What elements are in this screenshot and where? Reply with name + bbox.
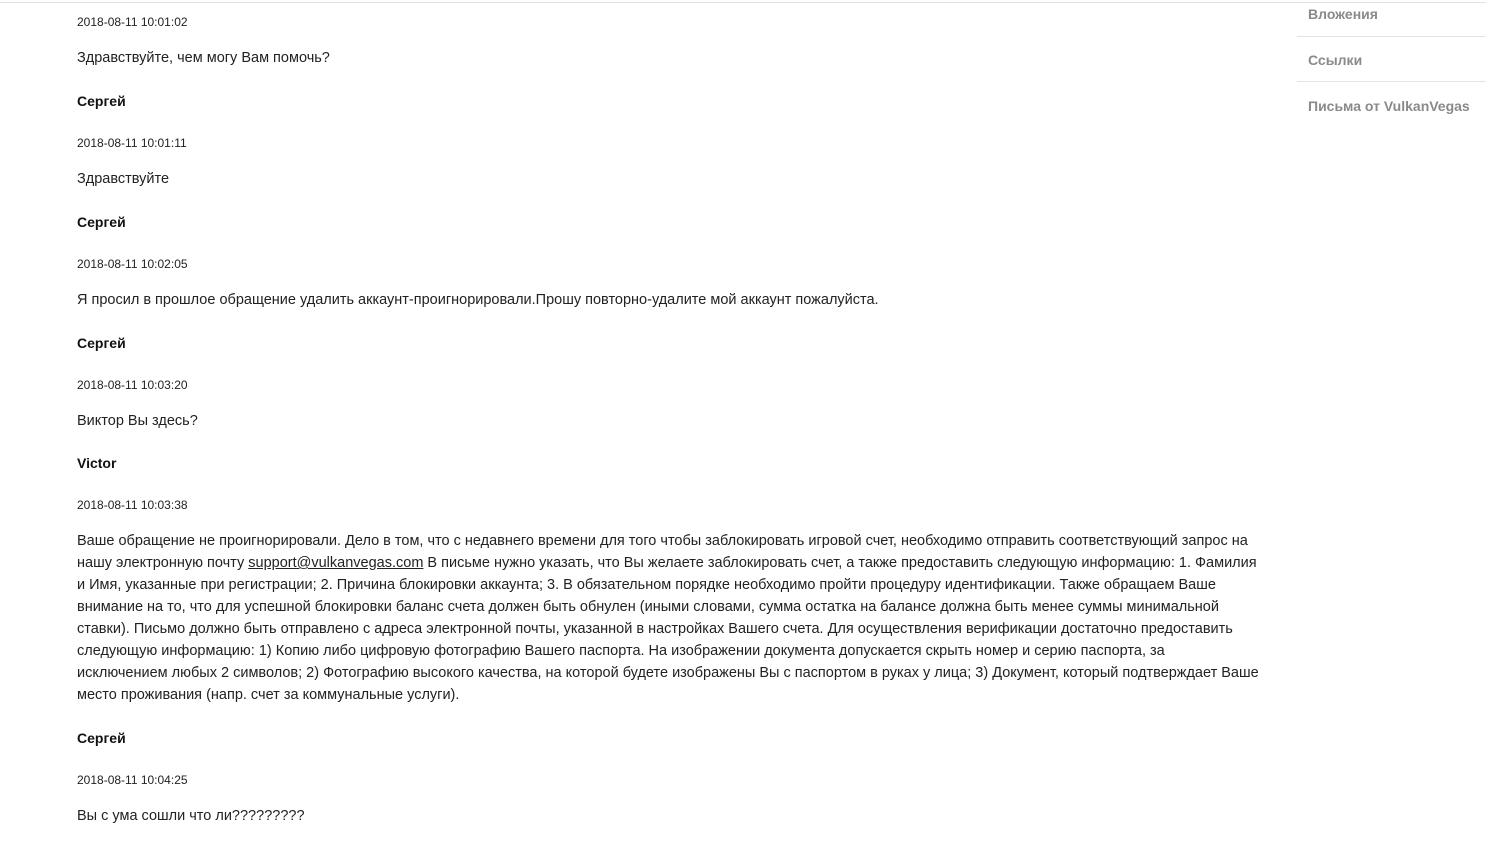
sidebar-item-vulkanvegas-letters[interactable] bbox=[1297, 83, 1486, 128]
message-timestamp: 2018-08-11 10:03:20 bbox=[77, 378, 188, 392]
message-timestamp: 2018-08-11 10:02:05 bbox=[77, 257, 188, 271]
message-text-part: В письме нужно указать, что Вы желаете заблокировать счет, а также предоставить следующую информацию: 1. Фамилия и Имя, указанные при регистрации; 2. Причина блокировки аккаунта; 3. В обязательном порядке необходимо пройти процедуру идентификации. Также обращаем Ваше внимание на то, что для успешной блокировки баланс счета должен быть обнулен (иными словами, сумма остатка на балансе должна быть менее суммы минимальной ставки). Письмо должно быть отправлено с адреса электронной почты, указанной в настройках Вашего счета. Для осуществления верификации достаточно предоставить следующую информацию: 1) Копию либо цифровую фотографию Вашего паспорта. На изображении документа допускается скрыть номер и серию паспорта, за исключением любых 2 символов; 2) Фотографию высокого качества, на которой будете изображены Вы с паспортом в руках у лица; 3) Документ, который подтверждает Ваше место проживания (напр. счет за коммунальные услуги). bbox=[77, 555, 1259, 703]
sidebar-item-links[interactable] bbox=[1297, 37, 1486, 82]
message-author: Сергей bbox=[77, 93, 126, 109]
support-email-link[interactable]: support@vulkanvegas.com bbox=[248, 555, 424, 571]
message-author: Сергей bbox=[77, 214, 126, 230]
message-timestamp: 2018-08-11 10:03:38 bbox=[77, 498, 188, 512]
message-text: Я просил в прошлое обращение удалить аккаунт-проигнорировали.Прошу повторно-удалите мой аккаунт пожалуйста. bbox=[77, 292, 879, 308]
message-timestamp: 2018-08-11 10:04:25 bbox=[77, 773, 188, 787]
message-author: Сергей bbox=[77, 335, 126, 351]
sidebar-item-label: Вложения bbox=[1308, 6, 1378, 22]
message-text: Виктор Вы здесь? bbox=[77, 413, 198, 429]
message-timestamp: 2018-08-11 10:01:11 bbox=[77, 136, 187, 150]
top-divider bbox=[0, 2, 1486, 3]
sidebar-item-attachments[interactable] bbox=[1297, 0, 1486, 37]
message-timestamp: 2018-08-11 10:01:02 bbox=[77, 15, 188, 29]
sidebar-item-label: Ссылки bbox=[1308, 52, 1363, 68]
message-author: Victor bbox=[77, 455, 117, 471]
message-text: Здравствуйте bbox=[77, 171, 170, 187]
message-author: Сергей bbox=[77, 730, 126, 746]
message-text-part: Ваше обращение не проигнорировали. Дело в том, что с недавнего времени для того чтобы заблокировать игровой счет, необходимо отправить соответствующий запрос на нашу электронную почту bbox=[77, 533, 1248, 571]
message-text: Вы с ума сошли что ли????????? bbox=[77, 808, 305, 824]
message-text bbox=[77, 530, 1259, 706]
message-text: Здравствуйте, чем могу Вам помочь? bbox=[77, 50, 330, 66]
sidebar-item-label: Письма от VulkanVegas bbox=[1308, 98, 1470, 114]
